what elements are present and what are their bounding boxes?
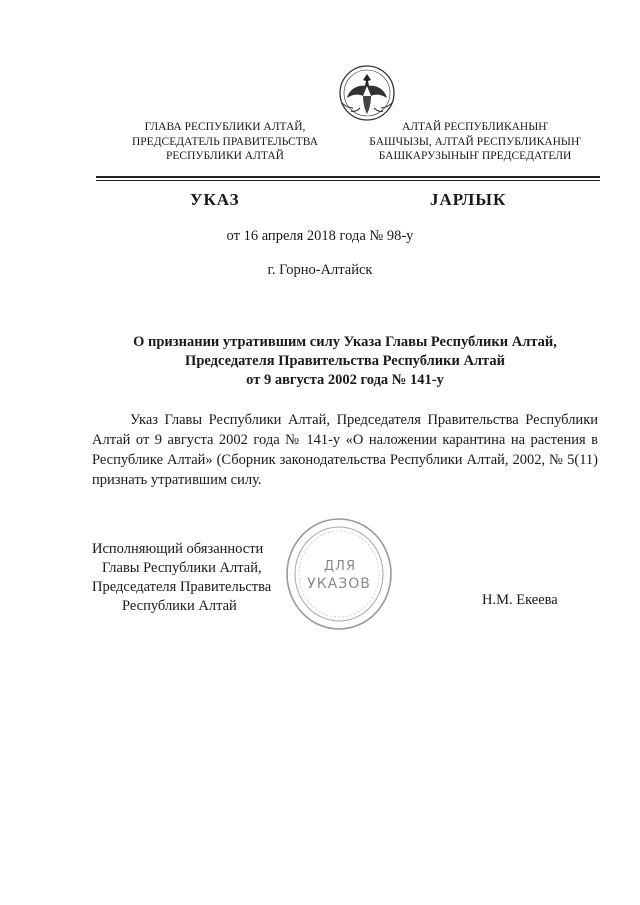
title-line: Председателя Правительства Республики Алтай — [185, 353, 505, 369]
doc-type-ru: УКАЗ — [190, 190, 240, 209]
title-line: от 9 августа 2002 года № 141-у — [246, 372, 444, 388]
doc-type-alt: ЈАРЛЫК — [430, 190, 507, 209]
header-left-line: РЕСПУБЛИКИ АЛТАЙ — [166, 150, 284, 162]
decree-body: Указ Главы Республики Алтай, Председателя Правительства Республики Алтай от 9 августа 2002 года № 141-у «О наложении карантина на растения в Республике Алтай» (Сборник законодательства Республики Алтай, 2002, № 5(11) признать утратившим силу. — [92, 412, 598, 488]
header-left-block — [100, 120, 350, 164]
republic-emblem-icon — [327, 62, 407, 124]
decree-city: г. Горно-Алтайск — [267, 262, 373, 278]
official-stamp-icon — [284, 516, 394, 632]
signatory-line: Республики Алтай — [122, 598, 237, 614]
header-left-line: ГЛАВА РЕСПУБЛИКИ АЛТАЙ, — [144, 121, 306, 133]
header-right-line: БАШКАРУЗЫНЫҤ ПРЕДСЕДАТЕЛИ — [378, 150, 572, 162]
signatory-name: Н.М. Екеева — [482, 592, 558, 608]
header-divider-thin — [96, 180, 600, 181]
decree-title — [90, 333, 600, 390]
header-left-line: ПРЕДСЕДАТЕЛЬ ПРАВИТЕЛЬСТВА — [131, 135, 319, 148]
stamp-line-1: ДЛЯ — [324, 559, 356, 574]
header-right-line: АЛТАЙ РЕСПУБЛИКАНЫҤ — [401, 121, 549, 133]
signatory-line: Председателя Правительства — [92, 579, 272, 595]
signatory-line: Исполняющий обязанности — [92, 541, 264, 557]
title-line: О признании утратившим силу Указа Главы Республики Алтай, — [133, 334, 557, 350]
signatory-position — [92, 540, 292, 616]
signatory-line: Главы Республики Алтай, — [102, 560, 262, 576]
header-divider-thick — [96, 176, 600, 178]
decree-date: от 16 апреля 2018 года № 98-у — [226, 228, 414, 244]
header-right-line: БАШЧЫЗЫ, АЛТАЙ РЕСПУБЛИКАНЫҤ — [369, 135, 581, 148]
header-right-block — [340, 120, 610, 164]
stamp-line-2: УКАЗОВ — [307, 576, 371, 592]
